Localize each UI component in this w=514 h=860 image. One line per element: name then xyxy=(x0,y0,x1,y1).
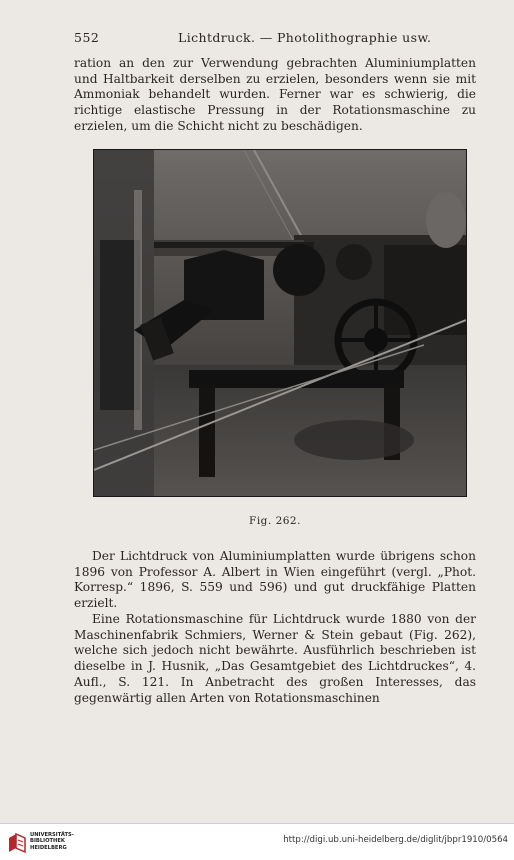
machine-photograph xyxy=(94,150,466,496)
library-name xyxy=(30,832,90,851)
running-title: Lichtdruck. — Photolithographie usw. xyxy=(178,30,432,45)
library-name-line: UNIVERSITÄTS- xyxy=(30,832,74,838)
rotation-press-photo xyxy=(94,150,466,496)
library-name-line: HEIDELBERG xyxy=(30,844,67,851)
page-number: 552 xyxy=(74,30,100,45)
figure-caption: Fig. 262. xyxy=(249,515,301,527)
library-name-line: BIBLIOTHEK xyxy=(30,838,65,845)
source-url-link[interactable]: http://digi.ub.uni-heidelberg.de/diglit/jbpr1910/0564 xyxy=(283,835,508,845)
digitization-footer xyxy=(0,823,514,860)
page-header xyxy=(74,30,476,46)
paragraph-aluminium: Der Lichtdruck von Aluminiumplatten wurde übrigens schon 1896 von Professor A. Albert in Wien eingeführt (vergl. „Phot. Korresp.“ 1896, S. 559 und 596) und gut druckfähige Platten erzielt. xyxy=(74,549,476,611)
university-library-logo-icon xyxy=(6,832,28,854)
paragraph-rotation-machine: Eine Rotationsmaschine für Lichtdruck wurde 1880 von der Maschinenfabrik Schmiers, Werner & Stein gebaut (Fig. 262), welche sich jedoch nicht bewährte. Ausführlich beschrieben ist dieselbe in J. Husnik, „Das Gesamtgebiet des Lichtdruckes“, 4. Aufl., S. 121. In Anbetracht des großen Interesses, das gegenwärtig allen Arten von Rotationsmaschinen xyxy=(74,612,476,705)
paragraph-continuation: ration an den zur Verwendung gebrachten Aluminiumplatten und Haltbarkeit derselben zu erzielen, besonders wenn sie mit Ammoniak behandelt wurden. Ferner war es schwierig, die richtige elastische Pressung in der Rotationsmaschine zu erzielen, um die Schicht nicht zu beschädigen. xyxy=(74,56,476,133)
